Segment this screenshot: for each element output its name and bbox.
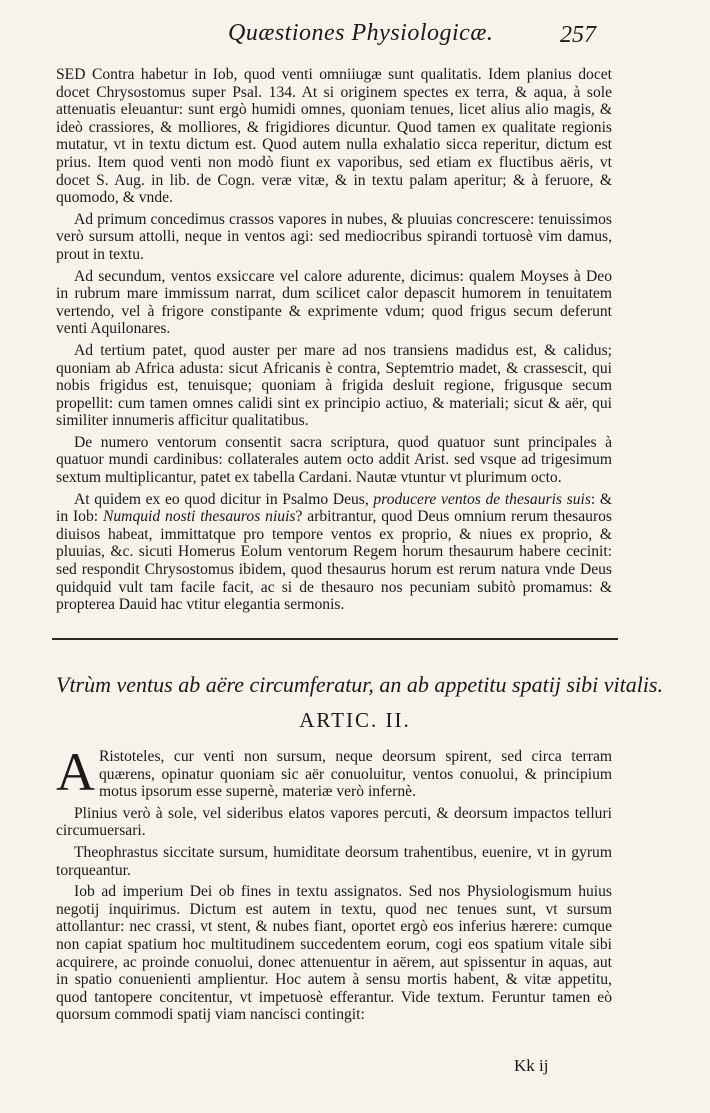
paragraph: SED Contra habetur in Iob, quod venti omniiugæ sunt qualitatis. Idem planius docet docet Chrysostomus super Psal. 134. At si originem spectes ex terra, & aqua, à sole attenuatis eleuantur: sunt ergò humidi omnes, quoniam tenues, licet alius alio magis, & ideò crassiores, & molliores, & frigidiores dicuntur. Quod tamen ex qualitate regionis mutatur, vt in textu dictum est. Quod autem nulla exhalatio sicca reperitur, dictum est prius. Item quod venti non modò fiunt ex vaporibus, sed etiam ex fluctibus aëris, vt docet S. Aug. in lib. de Cogn. veræ vitæ, & in textu palam aperitur; & à feruore, & quomodo, & vnde. [56, 66, 612, 207]
paragraph: Theophrastus siccitate sursum, humiditate deorsum trahentibus, euenire, vt in gyrum torqueantur. [56, 843, 612, 879]
signature-mark: Kk ij [514, 1056, 549, 1075]
italic-quote: Numquid nosti thesauros niuis [102, 508, 296, 526]
running-head-title: Quæstiones Physiologicæ. [228, 20, 494, 46]
paragraph: Iob ad imperium Dei ob fines in textu assignatos. Sed nos Physiologismum huius negotij inquirimus. Dictum est autem in textu, quod nec tenues sunt, vt sursum attollantur: nec crassi, vt stent, & nubes fiant, oportet ergò eos inferius hærere: cumque non capiat spatium hoc multitudinem succedentem eorum, cogi eos spatium vitale sibi acquirere, ac proinde conuolui, donec attenuentur in aërem, aut spissentur in aquas, aut in spatio conuenienti amplientur. Hoc autem à sensu mortis habent, & vitæ appetitu, quod tantopere concitentur, vt impetuosè efferantur. Vide textum. Feruntur tamen eò quorsum commodi spatij viam nancisci contingit: [56, 883, 612, 1024]
text-run: ? arbitrantur, quod Deus omnium rerum thesauros diuisos habeat, immittatque pro tempore ventos ex proprio, & niues ex proprio, & pluuias, &c. sicuti Homerus Eolum ventorum Regem horum thesaurum habere cecinit: sed respondit Chrysostomus ibidem, quod thesaurus horum est rerum natura vnde Deus quidquid vult tam facile facit, ac si de thesauro nos pecuniam subitò promamus: & propterea Dauid hac vtitur elegantia sermonis. [56, 508, 613, 614]
article-heading: ARTIC. II. [299, 708, 411, 732]
paragraph [56, 742, 612, 802]
paragraph: Plinius verò à sole, vel sideribus elatos vapores percuti, & deorsum impactos telluri circumuersari. [56, 804, 612, 840]
page-number: 257 [560, 22, 596, 48]
article-body-bottom [56, 742, 612, 1028]
text-run: : & in Iob: [56, 490, 613, 526]
text-run: Ristoteles, cur venti non sursum, neque deorsum spirent, sed circa terram quærens, opinatur quoniam sic aër conuoluitur, ventos conuolui, & principium motus ipsorum esse supernè, materiæ verò infernè. [99, 748, 612, 801]
italic-quote: producere ventos de thesauris suis [373, 490, 591, 508]
drop-capital: A [56, 742, 95, 802]
section-title: Vtrùm ventus ab aëre circumferatur, an ab appetitu spatij sibi vitalis. [56, 672, 663, 697]
paragraph: Ad secundum, ventos exsiccare vel calore adurente, dicimus: qualem Moyses à Deo in rubrum mare immissum narrat, dum scilicet calor depascit humorem in tenuitatem vertendo, vel à frigore constipante & exprimente vdum; quod frigus secum deferunt venti Aquilonares. [56, 267, 612, 338]
running-head [0, 14, 710, 54]
paragraph: De numero ventorum consentit sacra scriptura, quod quatuor sunt principales à quatuor mundi cardinibus: collaterales autem octo addit Arist. sed vsque ad trigesimum sextum multiplicantur, patet ex tabella Cardani. Nautæ vtuntur vt plurimum octo. [56, 433, 612, 487]
article-body-top [56, 66, 612, 618]
paragraph: Ad primum concedimus crassos vapores in nubes, & pluuias concrescere: tenuissimos verò sursum attolli, neque in ventos agi: sed mediocribus spirandi tortuosè vim damus, prout in textu. [56, 210, 612, 263]
section-divider [52, 638, 618, 640]
paragraph-with-quotes [56, 491, 612, 614]
paragraph: Ad tertium patet, quod auster per mare ad nos transiens madidus est, & calidus; quoniam ab Africa adusta: sicut Africanis è contra, Septemtrio madet, & crassescit, qui nobis frigidus est, tenuisque; quoniam à frigida desluit regione, frigusque secum propellit: cum tamen omnes calidi sint ex principio actiuo, & materiali; sicut & aër, qui similiter innumeris afficitur qualitatibus. [56, 341, 612, 430]
text-run: At quidem ex eo quod dicitur in Psalmo Deus, [74, 490, 374, 508]
